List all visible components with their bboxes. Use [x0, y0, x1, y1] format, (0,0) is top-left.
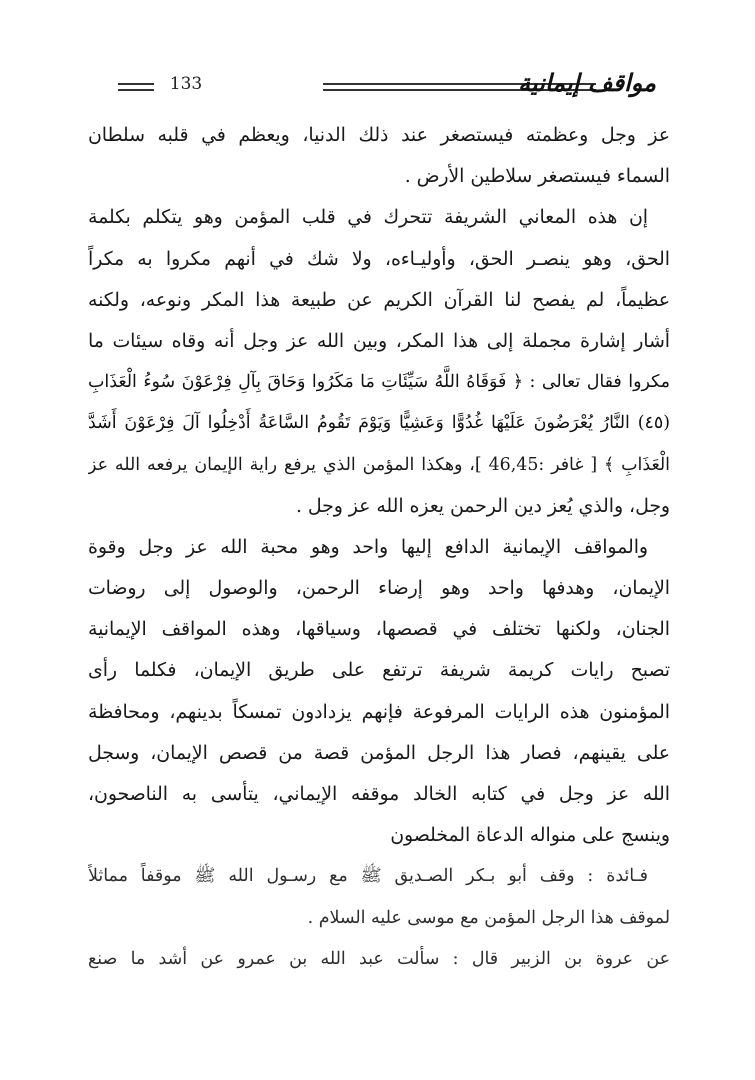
quran-verse-line: (٤٥) النَّارُ يُعْرَضُونَ عَلَيْهَا غُدُوًّا وَعَشِيًّا وَيَوْمَ تَقُومُ السَّاعَةُ أَدْخِلُوا آلَ فِرْعَوْنَ أَشَدَّ [88, 413, 670, 434]
paragraph-start-line: والمواقف الإيمانية الدافع إليها واحد وهو محبة الله عز وجل وقوة [88, 536, 648, 558]
quran-verse-line: مكروا فقال تعالى : ﴿ فَوَقَاهُ اللَّهُ سَيِّئَاتِ مَا مَكَرُوا وَحَاقَ بِآلِ فِرْعَوْنَ سُوءُ الْعَذَابِ [88, 372, 670, 393]
paragraph-start-line: إن هذه المعاني الشريفة تتحرك في قلب المؤمن وهو يتكلم بكلمة [88, 207, 648, 229]
text-line: على يقينهم، فصار هذا الرجل المؤمن قصة من قصص الإيمان، وسجل [88, 742, 670, 764]
body-text [88, 115, 670, 980]
text-line: الله عز وجل في كتابه الخالد موقفه الإيماني، يتأسى به الناصحون، [88, 784, 670, 805]
note-line: فـائدة : وقف أبو بـكر الصـديق ﷺ مع رسـول الله ﷺ موقفاً مماثلاً [88, 866, 648, 887]
note-line: لموقف هذا الرجل المؤمن مع موسى عليه السلام . [307, 907, 670, 928]
text-line: تصبح رايات كريمة شريفة ترتفع على طريق الإيمان، فكلما رأى [88, 660, 670, 682]
note-line: عن عروة بن الزبير قال : سألت عبد الله بن عمرو عن أشد ما صنع [88, 948, 670, 969]
text-line: الحق، وهو ينصـر الحق، وأوليـاءه، ولا شك في أنهم مكروا به مكراً [88, 248, 670, 270]
text-line: وينسج على منواله الدعاة المخلصون [390, 825, 670, 847]
running-header [118, 68, 656, 110]
text-line: الإيمان، وهدفها واحد وهو إرضاء الرحمن، والوصول إلى روضات [88, 578, 670, 600]
text-line: المؤمنون هذه الرايات المرفوعة فإنهم يزدادون تمسكاً بدينهم، ومحافظة [88, 701, 670, 723]
text-line: الْعَذَابِ ﴾ [ غافر :46,45 ]، وهكذا المؤمن الذي يرفع راية الإيمان يرفعه الله عز [88, 454, 670, 475]
text-line: وجل، والذي يُعز دين الرحمن يعزه الله عز وجل . [295, 495, 670, 517]
page-number: 133 [169, 74, 203, 94]
text-line: عظيماً، لم يفصح لنا القرآن الكريم عن طبيعة هذا المكر ونوعه، ولكنه [88, 289, 670, 311]
text-line: أشار إشارة مجملة إلى هذا المكر، وبين الله عز وجل أنه وقاه سيئات ما [88, 330, 670, 352]
header-rule-left [118, 83, 154, 93]
text-line: السماء فيستصغر سلاطين الأرض . [404, 166, 670, 188]
running-title: مواقف إيمانية [518, 68, 656, 97]
text-line: الجنان، ولكنها تختلف في قصصها، وسياقها، وهذه المواقف الإيمانية [88, 619, 670, 641]
text-line: عز وجل وعظمته فيستصغر عند ذلك الدنيا، ويعظم في قلبه سلطان [88, 125, 670, 146]
